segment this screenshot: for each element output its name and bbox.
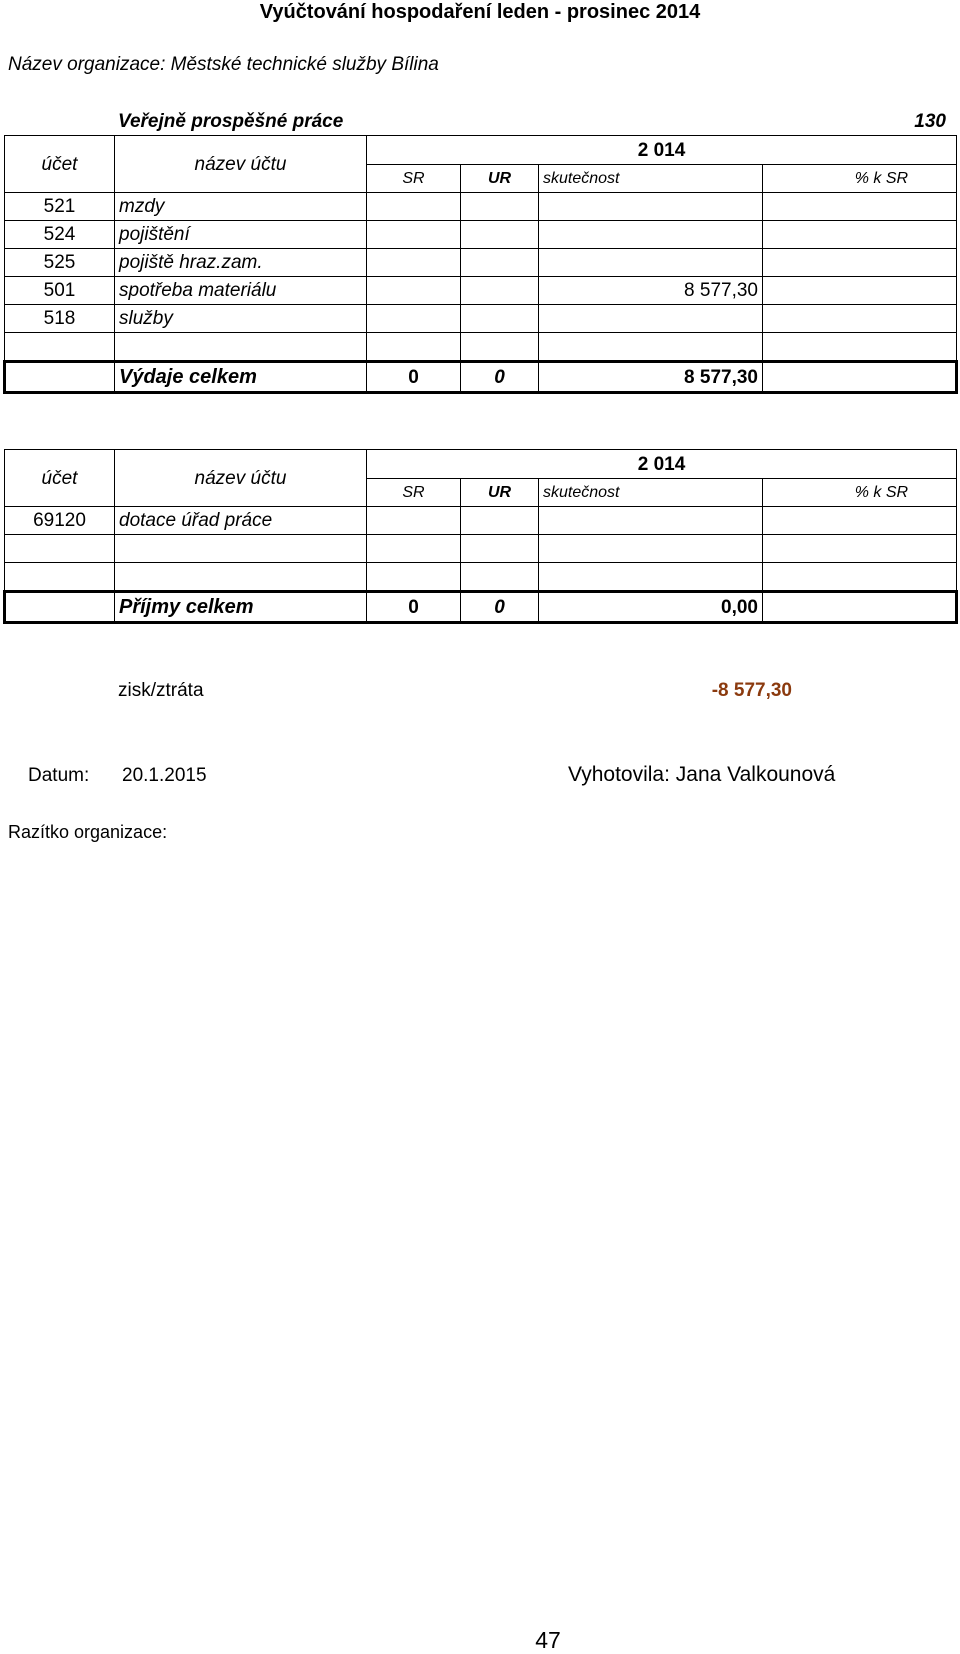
- actual-cell: 8 577,30: [539, 277, 763, 305]
- account-cell: 524: [5, 221, 115, 249]
- table-row: [5, 221, 957, 249]
- name-cell: [115, 535, 367, 563]
- profit-loss-value: -8 577,30: [711, 680, 792, 701]
- actual-cell: [539, 221, 763, 249]
- actual-cell: [539, 507, 763, 535]
- sr-cell: [367, 193, 461, 221]
- section-name: Veřejně prospěšné práce: [118, 111, 344, 132]
- actual-cell: [539, 193, 763, 221]
- year-header: 2 014: [367, 136, 957, 165]
- table-row: [5, 305, 957, 333]
- expenses-total-actual: 8 577,30: [539, 362, 763, 393]
- pct-header: % k SR: [763, 165, 957, 193]
- total-blank-cell: [5, 362, 115, 393]
- income-total-actual: 0,00: [539, 592, 763, 623]
- pct-cell: [763, 507, 957, 535]
- page-number: 47: [535, 1627, 561, 1653]
- actual-header: skutečnost: [539, 165, 763, 193]
- account-cell: 501: [5, 277, 115, 305]
- ur-cell: [461, 193, 539, 221]
- account-cell: [5, 333, 115, 362]
- income-header-row: [5, 450, 957, 479]
- ur-header: UR: [461, 165, 539, 193]
- pct-cell: [763, 535, 957, 563]
- expenses-total-ur: 0: [461, 362, 539, 393]
- ur-cell: [461, 563, 539, 592]
- sr-cell: [367, 507, 461, 535]
- expenses-header-row: [5, 136, 957, 165]
- pct-header: % k SR: [763, 479, 957, 507]
- pct-cell: [763, 277, 957, 305]
- organization-name: Název organizace: Městské technické služby Bílina: [8, 54, 439, 75]
- stamp-label: Razítko organizace:: [8, 822, 168, 842]
- ur-cell: [461, 507, 539, 535]
- table-row: [5, 507, 957, 535]
- income-total-label: Příjmy celkem: [115, 592, 367, 623]
- pct-cell: [763, 333, 957, 362]
- sr-header: SR: [367, 479, 461, 507]
- date-value: 20.1.2015: [122, 765, 207, 786]
- income-table: [3, 449, 958, 624]
- table-row: [5, 333, 957, 362]
- name-cell: dotace úřad práce: [115, 507, 367, 535]
- name-cell: služby: [115, 305, 367, 333]
- name-cell: spotřeba materiálu: [115, 277, 367, 305]
- account-cell: 525: [5, 249, 115, 277]
- expenses-total-pct: [763, 362, 957, 393]
- ur-cell: [461, 535, 539, 563]
- table-row: [5, 277, 957, 305]
- actual-cell: [539, 249, 763, 277]
- account-cell: 69120: [5, 507, 115, 535]
- name-cell: [115, 563, 367, 592]
- account-name-header: název účtu: [115, 450, 367, 507]
- sr-cell: [367, 277, 461, 305]
- actual-cell: [539, 563, 763, 592]
- table-row: [5, 563, 957, 592]
- sr-header: SR: [367, 165, 461, 193]
- account-cell: [5, 535, 115, 563]
- name-cell: [115, 333, 367, 362]
- pct-cell: [763, 221, 957, 249]
- name-cell: mzdy: [115, 193, 367, 221]
- ur-cell: [461, 333, 539, 362]
- pct-cell: [763, 305, 957, 333]
- table-row: [5, 535, 957, 563]
- sr-cell: [367, 221, 461, 249]
- prepared-by: Vyhotovila: Jana Valkounová: [568, 763, 836, 786]
- pct-cell: [763, 249, 957, 277]
- total-blank-cell: [5, 592, 115, 623]
- sr-cell: [367, 333, 461, 362]
- income-total-ur: 0: [461, 592, 539, 623]
- sr-cell: [367, 535, 461, 563]
- page-title: Vyúčtování hospodaření leden - prosinec 2014: [259, 1, 701, 23]
- pct-cell: [763, 193, 957, 221]
- sr-cell: [367, 305, 461, 333]
- actual-cell: [539, 305, 763, 333]
- expenses-total-label: Výdaje celkem: [115, 362, 367, 393]
- expenses-table: [3, 135, 958, 394]
- sr-cell: [367, 563, 461, 592]
- ur-cell: [461, 277, 539, 305]
- actual-cell: [539, 333, 763, 362]
- account-name-header: název účtu: [115, 136, 367, 193]
- name-cell: pojiště hraz.zam.: [115, 249, 367, 277]
- ur-header: UR: [461, 479, 539, 507]
- expenses-total-row: [5, 362, 957, 393]
- profit-loss-label: zisk/ztráta: [118, 680, 204, 701]
- income-total-sr: 0: [367, 592, 461, 623]
- ur-cell: [461, 249, 539, 277]
- name-cell: pojištění: [115, 221, 367, 249]
- income-total-row: [5, 592, 957, 623]
- ur-cell: [461, 221, 539, 249]
- income-total-pct: [763, 592, 957, 623]
- section-code: 130: [914, 111, 946, 132]
- expenses-total-sr: 0: [367, 362, 461, 393]
- table-row: [5, 249, 957, 277]
- year-header: 2 014: [367, 450, 957, 479]
- account-cell: 521: [5, 193, 115, 221]
- account-cell: [5, 563, 115, 592]
- actual-header: skutečnost: [539, 479, 763, 507]
- account-header: účet: [5, 136, 115, 193]
- ur-cell: [461, 305, 539, 333]
- date-label: Datum:: [28, 765, 90, 786]
- sr-cell: [367, 249, 461, 277]
- account-cell: 518: [5, 305, 115, 333]
- account-header: účet: [5, 450, 115, 507]
- actual-cell: [539, 535, 763, 563]
- pct-cell: [763, 563, 957, 592]
- table-row: [5, 193, 957, 221]
